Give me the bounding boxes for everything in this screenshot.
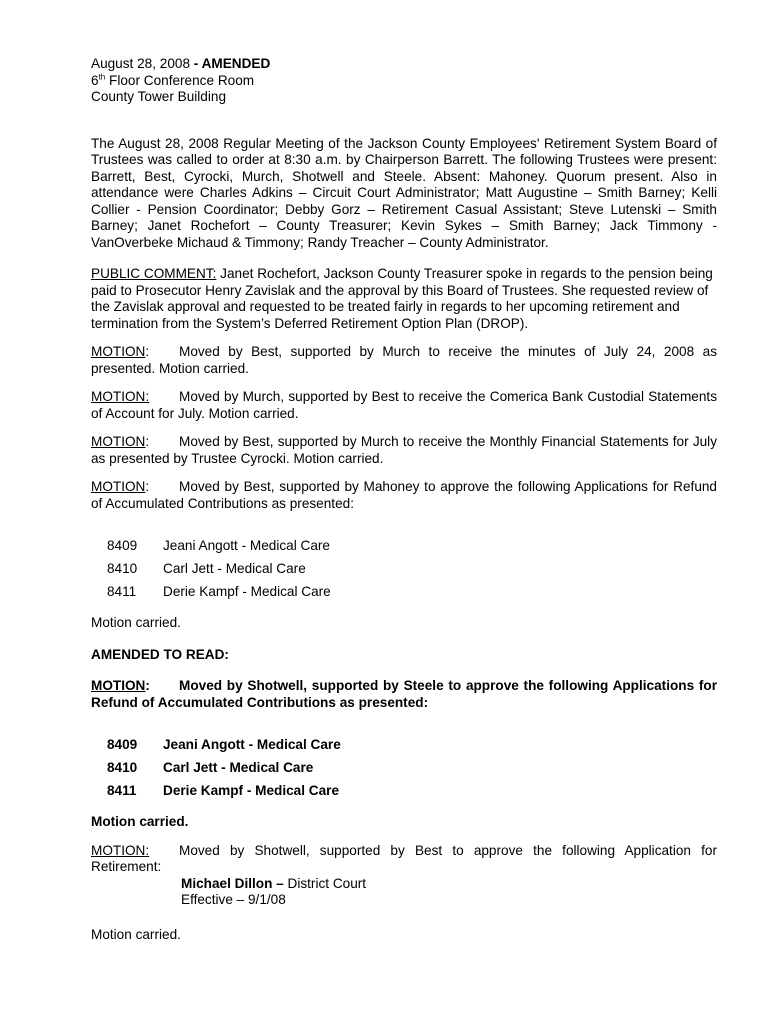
retiree-effective: Effective – 9/1/08 bbox=[181, 892, 286, 907]
amended-motion: MOTION: Moved by Shotwell, supported by Steele to approve the following Applications for Refund of Accumulated Contributions as presented: bbox=[91, 678, 717, 710]
list-item bbox=[107, 733, 717, 756]
amended-refund-list bbox=[107, 733, 717, 802]
refund-name: Derie Kampf - Medical Care bbox=[163, 584, 331, 599]
list-item bbox=[107, 557, 717, 580]
retiree-name: Michael Dillon – bbox=[181, 875, 284, 891]
motion-label: MOTION bbox=[91, 678, 146, 693]
motion-label: MOTION: bbox=[91, 842, 150, 858]
motion-text: Moved by Best, supported by Mahoney to approve the following Applications for Refund of Accumulated Contributions as presented: bbox=[91, 479, 717, 511]
list-item bbox=[107, 580, 717, 603]
floor-number: 6 bbox=[91, 72, 99, 88]
motion-minutes: MOTION: Moved by Best, supported by Murch to receive the minutes of July 24, 2008 as presented. Motion carried. bbox=[91, 344, 717, 376]
refund-number: 8411 bbox=[107, 584, 137, 599]
motion-text: Moved by Shotwell, supported by Steele to approve the following Applications for Refund of Accumulated Contributions as presented: bbox=[91, 678, 717, 710]
document-page bbox=[91, 56, 717, 943]
motion-carried: Motion carried. bbox=[91, 615, 181, 630]
floor-suffix: th bbox=[98, 71, 106, 81]
floor-room: Floor Conference Room bbox=[105, 72, 255, 88]
amended-tag: - AMENDED bbox=[190, 56, 271, 71]
motion-text: Moved by Best, supported by Murch to receive the minutes of July 24, 2008 as presented. Motion carried. bbox=[91, 344, 717, 376]
public-comment bbox=[91, 266, 717, 332]
refund-name: Carl Jett - Medical Care bbox=[163, 561, 306, 576]
refund-name: Carl Jett - Medical Care bbox=[163, 760, 314, 775]
motion-text: Moved by Murch, supported by Best to receive the Comerica Bank Custodial Statements of Account for July. Motion carried. bbox=[91, 389, 717, 421]
retiree-dept: District Court bbox=[283, 875, 367, 891]
refund-name: Jeani Angott - Medical Care bbox=[163, 538, 330, 553]
motion-label: MOTION bbox=[91, 344, 146, 359]
list-item bbox=[107, 756, 717, 779]
refund-number: 8410 bbox=[107, 561, 138, 576]
motion-refunds: MOTION: Moved by Best, supported by Mahoney to approve the following Applications for Refund of Accumulated Contributions as presented: bbox=[91, 479, 717, 511]
meeting-date: August 28, 2008 bbox=[91, 56, 191, 71]
motion-text: Moved by Shotwell, supported by Best to approve the following Application for Retirement: bbox=[91, 842, 717, 874]
motion-retirement bbox=[91, 843, 717, 876]
list-item bbox=[107, 779, 717, 802]
motion-comerica bbox=[91, 389, 717, 422]
public-comment-label: PUBLIC COMMENT: bbox=[91, 266, 217, 281]
refund-list bbox=[107, 534, 717, 603]
refund-number: 8409 bbox=[107, 737, 138, 752]
public-comment-text: Janet Rochefort, Jackson County Treasurer spoke in regards to the pension being paid to Prosecutor Henry Zavislak and the approval by this Board of Trustees. She requested review of the Zavislak approval and requested to be treated fairly in regards to her upcoming retirement and termination from the System’s Deferred Retirement Option Plan (DROP). bbox=[91, 266, 713, 331]
list-item bbox=[107, 534, 717, 557]
refund-number: 8409 bbox=[107, 538, 138, 553]
amended-motion-carried: Motion carried. bbox=[91, 814, 189, 829]
motion-label: MOTION: bbox=[91, 389, 150, 404]
motion-text: Moved by Best, supported by Murch to receive the Monthly Financial Statements for July as presented by Trustee Cyrocki. Motion carried. bbox=[91, 434, 717, 466]
refund-name: Jeani Angott - Medical Care bbox=[163, 737, 341, 752]
motion-label: MOTION bbox=[91, 479, 146, 494]
motion-label: MOTION bbox=[91, 434, 146, 449]
intro-paragraph: The August 28, 2008 Regular Meeting of the Jackson County Employees' Retirement System Board of Trustees was called to order at 8:30 a.m. by Chairperson Barrett. The following Trustees were present: Barrett, Best, Cyrocki, Murch, Shotwell and Steele. Absent: Mahoney. Quorum present. Also in attendance were Charles Adkins – Circuit Court Administrator; Matt Augustine – Smith Barney; Kelli Collier - Pension Coordinator; Debby Gorz – Retirement Casual Assistant; Steve Lutenski – Smith Barney; Janet Rochefort – County Treasurer; Kevin Sykes – Smith Barney; Jack Timmony - VanOverbeke Michaud & Timmony; Randy Treacher – County Administrator. bbox=[91, 135, 717, 250]
retiree bbox=[181, 876, 717, 893]
final-motion-carried: Motion carried. bbox=[91, 926, 181, 942]
building-name: County Tower Building bbox=[91, 89, 227, 104]
amended-heading: AMENDED TO READ: bbox=[91, 646, 229, 662]
refund-number: 8410 bbox=[107, 760, 138, 775]
refund-name: Derie Kampf - Medical Care bbox=[163, 783, 340, 798]
refund-number: 8411 bbox=[107, 783, 137, 798]
meeting-header bbox=[91, 56, 717, 106]
motion-financials: MOTION: Moved by Best, supported by Murch to receive the Monthly Financial Statements for July as presented by Trustee Cyrocki. Motion carried. bbox=[91, 434, 717, 466]
